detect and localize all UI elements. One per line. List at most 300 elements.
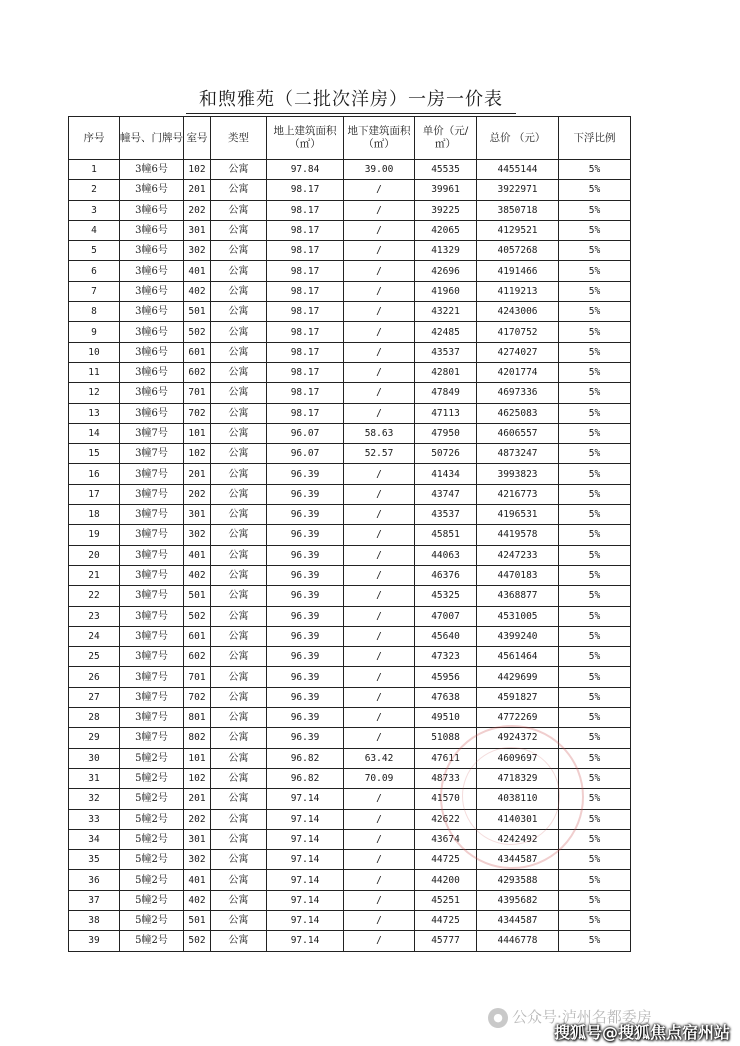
cell-total-price: 4140301 [477,809,559,829]
cell-total-price: 4772269 [477,708,559,728]
table-row [69,586,631,606]
cell-type: 公寓 [211,789,267,809]
cell-type: 公寓 [211,809,267,829]
cell-total-price: 4247233 [477,545,559,565]
cell-above-area: 97.14 [267,789,344,809]
cell-unit-price: 44725 [415,850,477,870]
header-index: 序号 [69,117,120,160]
cell-above-area: 98.17 [267,241,344,261]
cell-below-area: / [344,464,415,484]
cell-discount: 5% [559,647,631,667]
cell-total-price: 4242492 [477,829,559,849]
cell-total-price: 4429699 [477,667,559,687]
cell-below-area: / [344,789,415,809]
cell-index: 20 [69,545,120,565]
cell-unit-price: 47007 [415,606,477,626]
cell-unit-price: 47849 [415,383,477,403]
cell-room: 602 [184,362,211,382]
cell-index: 33 [69,809,120,829]
watermark-text: 公众号·泸州名都委房 [512,1008,652,1026]
cell-below-area: / [344,200,415,220]
cell-above-area: 97.14 [267,809,344,829]
cell-above-area: 96.07 [267,444,344,464]
document-title: 和煦雅苑（二批次洋房）一房一价表 [186,88,516,114]
cell-unit-price: 47950 [415,423,477,443]
cell-total-price: 4455144 [477,160,559,180]
cell-index: 26 [69,667,120,687]
cell-type: 公寓 [211,220,267,240]
cell-room: 502 [184,322,211,342]
cell-building: 3幢7号 [120,626,184,646]
cell-discount: 5% [559,322,631,342]
cell-discount: 5% [559,362,631,382]
cell-index: 4 [69,220,120,240]
cell-total-price: 4274027 [477,342,559,362]
cell-unit-price: 43537 [415,342,477,362]
table-row [69,200,631,220]
table-row [69,606,631,626]
table-row [69,565,631,585]
cell-building: 3幢6号 [120,383,184,403]
cell-building: 5幢2号 [120,789,184,809]
cell-above-area: 96.39 [267,626,344,646]
cell-above-area: 96.39 [267,505,344,525]
cell-building: 3幢6号 [120,362,184,382]
cell-room: 401 [184,545,211,565]
cell-type: 公寓 [211,850,267,870]
cell-room: 301 [184,829,211,849]
cell-room: 701 [184,667,211,687]
cell-building: 3幢7号 [120,687,184,707]
header-total-price: 总价 （元） [477,117,559,160]
cell-index: 15 [69,444,120,464]
cell-unit-price: 49510 [415,708,477,728]
cell-below-area: / [344,687,415,707]
cell-building: 3幢7号 [120,565,184,585]
cell-index: 12 [69,383,120,403]
cell-type: 公寓 [211,362,267,382]
table-row [69,160,631,180]
cell-room: 102 [184,768,211,788]
table-row [69,281,631,301]
cell-below-area: / [344,180,415,200]
cell-above-area: 96.39 [267,647,344,667]
cell-building: 3幢7号 [120,606,184,626]
cell-building: 3幢6号 [120,261,184,281]
cell-room: 502 [184,606,211,626]
cell-room: 102 [184,444,211,464]
cell-index: 24 [69,626,120,646]
cell-total-price: 4395682 [477,890,559,910]
cell-total-price: 4368877 [477,586,559,606]
cell-index: 2 [69,180,120,200]
cell-total-price: 4344587 [477,850,559,870]
cell-index: 10 [69,342,120,362]
header-unit-price: 单价（元/㎡） [415,117,477,160]
cell-below-area: / [344,484,415,504]
cell-above-area: 97.14 [267,829,344,849]
cell-type: 公寓 [211,444,267,464]
cell-discount: 5% [559,200,631,220]
table-row [69,687,631,707]
cell-above-area: 96.07 [267,423,344,443]
cell-room: 201 [184,789,211,809]
cell-type: 公寓 [211,505,267,525]
table-row [69,403,631,423]
cell-below-area: / [344,708,415,728]
cell-above-area: 97.14 [267,870,344,890]
cell-unit-price: 45777 [415,931,477,951]
cell-below-area: / [344,606,415,626]
cell-total-price: 4609697 [477,748,559,768]
cell-building: 5幢2号 [120,850,184,870]
cell-type: 公寓 [211,160,267,180]
cell-below-area: / [344,220,415,240]
cell-building: 5幢2号 [120,931,184,951]
cell-building: 3幢7号 [120,423,184,443]
cell-total-price: 4873247 [477,444,559,464]
cell-below-area: / [344,545,415,565]
table-row [69,342,631,362]
cell-type: 公寓 [211,606,267,626]
cell-room: 401 [184,261,211,281]
cell-total-price: 3850718 [477,200,559,220]
cell-above-area: 96.39 [267,525,344,545]
cell-unit-price: 45956 [415,667,477,687]
cell-discount: 5% [559,484,631,504]
cell-total-price: 4216773 [477,484,559,504]
cell-building: 5幢2号 [120,748,184,768]
cell-below-area: 70.09 [344,768,415,788]
cell-above-area: 97.84 [267,160,344,180]
table-header-row [69,117,631,160]
cell-below-area: 52.57 [344,444,415,464]
table-row [69,302,631,322]
cell-index: 8 [69,302,120,322]
cell-type: 公寓 [211,626,267,646]
cell-type: 公寓 [211,403,267,423]
cell-total-price: 4446778 [477,931,559,951]
cell-room: 301 [184,505,211,525]
cell-above-area: 97.14 [267,910,344,930]
cell-building: 3幢6号 [120,160,184,180]
cell-below-area: / [344,626,415,646]
cell-unit-price: 48733 [415,768,477,788]
cell-room: 101 [184,748,211,768]
table-row [69,444,631,464]
cell-unit-price: 42696 [415,261,477,281]
cell-unit-price: 47323 [415,647,477,667]
cell-above-area: 96.39 [267,687,344,707]
cell-index: 31 [69,768,120,788]
cell-above-area: 98.17 [267,180,344,200]
cell-below-area: / [344,342,415,362]
cell-total-price: 4531005 [477,606,559,626]
cell-room: 102 [184,160,211,180]
cell-unit-price: 47638 [415,687,477,707]
cell-unit-price: 42801 [415,362,477,382]
cell-unit-price: 43221 [415,302,477,322]
cell-index: 23 [69,606,120,626]
cell-unit-price: 39225 [415,200,477,220]
cell-unit-price: 47113 [415,403,477,423]
cell-discount: 5% [559,708,631,728]
cell-discount: 5% [559,220,631,240]
cell-total-price: 4119213 [477,281,559,301]
cell-total-price: 4344587 [477,910,559,930]
cell-type: 公寓 [211,890,267,910]
cell-unit-price: 45640 [415,626,477,646]
cell-room: 801 [184,708,211,728]
cell-room: 401 [184,870,211,890]
cell-unit-price: 45251 [415,890,477,910]
cell-building: 5幢2号 [120,809,184,829]
cell-above-area: 97.14 [267,931,344,951]
cell-type: 公寓 [211,931,267,951]
header-building: 幢号、门牌号 [120,117,184,160]
cell-total-price: 4170752 [477,322,559,342]
cell-room: 602 [184,647,211,667]
cell-room: 201 [184,180,211,200]
cell-building: 3幢6号 [120,302,184,322]
cell-type: 公寓 [211,829,267,849]
header-below-area: 地下建筑面积（㎡） [344,117,415,160]
cell-index: 5 [69,241,120,261]
cell-index: 39 [69,931,120,951]
cell-discount: 5% [559,748,631,768]
cell-index: 34 [69,829,120,849]
table-row [69,708,631,728]
table-row [69,220,631,240]
cell-discount: 5% [559,809,631,829]
cell-unit-price: 42065 [415,220,477,240]
cell-unit-price: 41434 [415,464,477,484]
cell-building: 3幢7号 [120,667,184,687]
cell-room: 302 [184,850,211,870]
cell-building: 3幢7号 [120,545,184,565]
table-row [69,647,631,667]
table-row [69,626,631,646]
cell-building: 3幢7号 [120,647,184,667]
table-row [69,890,631,910]
cell-unit-price: 41570 [415,789,477,809]
cell-type: 公寓 [211,241,267,261]
cell-above-area: 98.17 [267,281,344,301]
cell-type: 公寓 [211,565,267,585]
cell-unit-price: 44063 [415,545,477,565]
cell-discount: 5% [559,829,631,849]
cell-discount: 5% [559,870,631,890]
cell-total-price: 4243006 [477,302,559,322]
cell-building: 3幢7号 [120,708,184,728]
cell-total-price: 4606557 [477,423,559,443]
cell-total-price: 4419578 [477,525,559,545]
cell-index: 21 [69,565,120,585]
cell-discount: 5% [559,160,631,180]
header-room: 室号 [184,117,211,160]
cell-building: 3幢7号 [120,444,184,464]
table-row [69,525,631,545]
cell-discount: 5% [559,383,631,403]
cell-below-area: / [344,241,415,261]
cell-total-price: 4191466 [477,261,559,281]
cell-unit-price: 41960 [415,281,477,301]
cell-unit-price: 50726 [415,444,477,464]
cell-room: 601 [184,342,211,362]
cell-below-area: / [344,586,415,606]
table-row [69,383,631,403]
cell-type: 公寓 [211,464,267,484]
cell-building: 5幢2号 [120,768,184,788]
cell-below-area: / [344,362,415,382]
cell-index: 7 [69,281,120,301]
cell-below-area: / [344,890,415,910]
table-row [69,505,631,525]
cell-below-area: / [344,809,415,829]
cell-total-price: 4293588 [477,870,559,890]
cell-type: 公寓 [211,687,267,707]
cell-building: 3幢6号 [120,220,184,240]
cell-discount: 5% [559,180,631,200]
cell-discount: 5% [559,302,631,322]
cell-building: 3幢7号 [120,484,184,504]
cell-building: 3幢6号 [120,342,184,362]
cell-room: 402 [184,565,211,585]
cell-total-price: 4591827 [477,687,559,707]
table-row [69,870,631,890]
cell-above-area: 96.82 [267,768,344,788]
cell-above-area: 98.17 [267,322,344,342]
cell-total-price: 4201774 [477,362,559,382]
cell-unit-price: 43537 [415,505,477,525]
cell-below-area: / [344,667,415,687]
cell-index: 14 [69,423,120,443]
cell-type: 公寓 [211,342,267,362]
cell-index: 27 [69,687,120,707]
header-above-area: 地上建筑面积（㎡） [267,117,344,160]
cell-building: 3幢6号 [120,281,184,301]
cell-building: 3幢6号 [120,180,184,200]
cell-below-area: / [344,302,415,322]
cell-unit-price: 44725 [415,910,477,930]
header-type: 类型 [211,117,267,160]
cell-discount: 5% [559,626,631,646]
cell-discount: 5% [559,281,631,301]
cell-below-area: 63.42 [344,748,415,768]
cell-building: 3幢7号 [120,464,184,484]
cell-room: 201 [184,464,211,484]
cell-discount: 5% [559,565,631,585]
cell-unit-price: 43674 [415,829,477,849]
cell-index: 22 [69,586,120,606]
cell-above-area: 98.17 [267,403,344,423]
cell-total-price: 4561464 [477,647,559,667]
table-row [69,322,631,342]
cell-below-area: 58.63 [344,423,415,443]
cell-room: 702 [184,687,211,707]
cell-discount: 5% [559,505,631,525]
cell-discount: 5% [559,606,631,626]
cell-total-price: 4470183 [477,565,559,585]
cell-discount: 5% [559,586,631,606]
cell-above-area: 97.14 [267,890,344,910]
cell-total-price: 4625083 [477,403,559,423]
cell-room: 402 [184,281,211,301]
cell-total-price: 4057268 [477,241,559,261]
cell-above-area: 96.39 [267,565,344,585]
cell-building: 5幢2号 [120,829,184,849]
cell-discount: 5% [559,728,631,748]
cell-index: 3 [69,200,120,220]
cell-index: 11 [69,362,120,382]
cell-unit-price: 46376 [415,565,477,585]
cell-type: 公寓 [211,748,267,768]
source-credit: 搜狐号@搜狐焦点宿州站 [553,1023,730,1042]
cell-index: 19 [69,525,120,545]
cell-index: 16 [69,464,120,484]
table-row [69,241,631,261]
cell-above-area: 96.82 [267,748,344,768]
cell-room: 702 [184,403,211,423]
cell-index: 29 [69,728,120,748]
cell-type: 公寓 [211,484,267,504]
cell-building: 3幢7号 [120,586,184,606]
cell-type: 公寓 [211,180,267,200]
cell-discount: 5% [559,241,631,261]
cell-index: 9 [69,322,120,342]
cell-above-area: 96.39 [267,484,344,504]
cell-index: 13 [69,403,120,423]
cell-room: 502 [184,931,211,951]
table-row [69,261,631,281]
cell-type: 公寓 [211,768,267,788]
cell-above-area: 96.39 [267,464,344,484]
cell-below-area: 39.00 [344,160,415,180]
cell-type: 公寓 [211,545,267,565]
cell-discount: 5% [559,667,631,687]
cell-building: 5幢2号 [120,870,184,890]
cell-type: 公寓 [211,261,267,281]
cell-type: 公寓 [211,667,267,687]
wechat-icon: ● [488,1008,508,1028]
cell-index: 6 [69,261,120,281]
cell-type: 公寓 [211,200,267,220]
cell-type: 公寓 [211,586,267,606]
cell-index: 32 [69,789,120,809]
cell-type: 公寓 [211,383,267,403]
cell-unit-price: 45535 [415,160,477,180]
header-discount: 下浮比例 [559,117,631,160]
cell-below-area: / [344,870,415,890]
cell-total-price: 4399240 [477,626,559,646]
cell-below-area: / [344,322,415,342]
cell-index: 1 [69,160,120,180]
cell-total-price: 4196531 [477,505,559,525]
cell-index: 37 [69,890,120,910]
cell-room: 302 [184,241,211,261]
cell-below-area: / [344,728,415,748]
cell-unit-price: 45325 [415,586,477,606]
cell-room: 501 [184,302,211,322]
cell-room: 301 [184,220,211,240]
cell-index: 36 [69,870,120,890]
cell-room: 101 [184,423,211,443]
cell-index: 18 [69,505,120,525]
cell-total-price: 4697336 [477,383,559,403]
cell-index: 35 [69,850,120,870]
cell-type: 公寓 [211,647,267,667]
cell-unit-price: 41329 [415,241,477,261]
